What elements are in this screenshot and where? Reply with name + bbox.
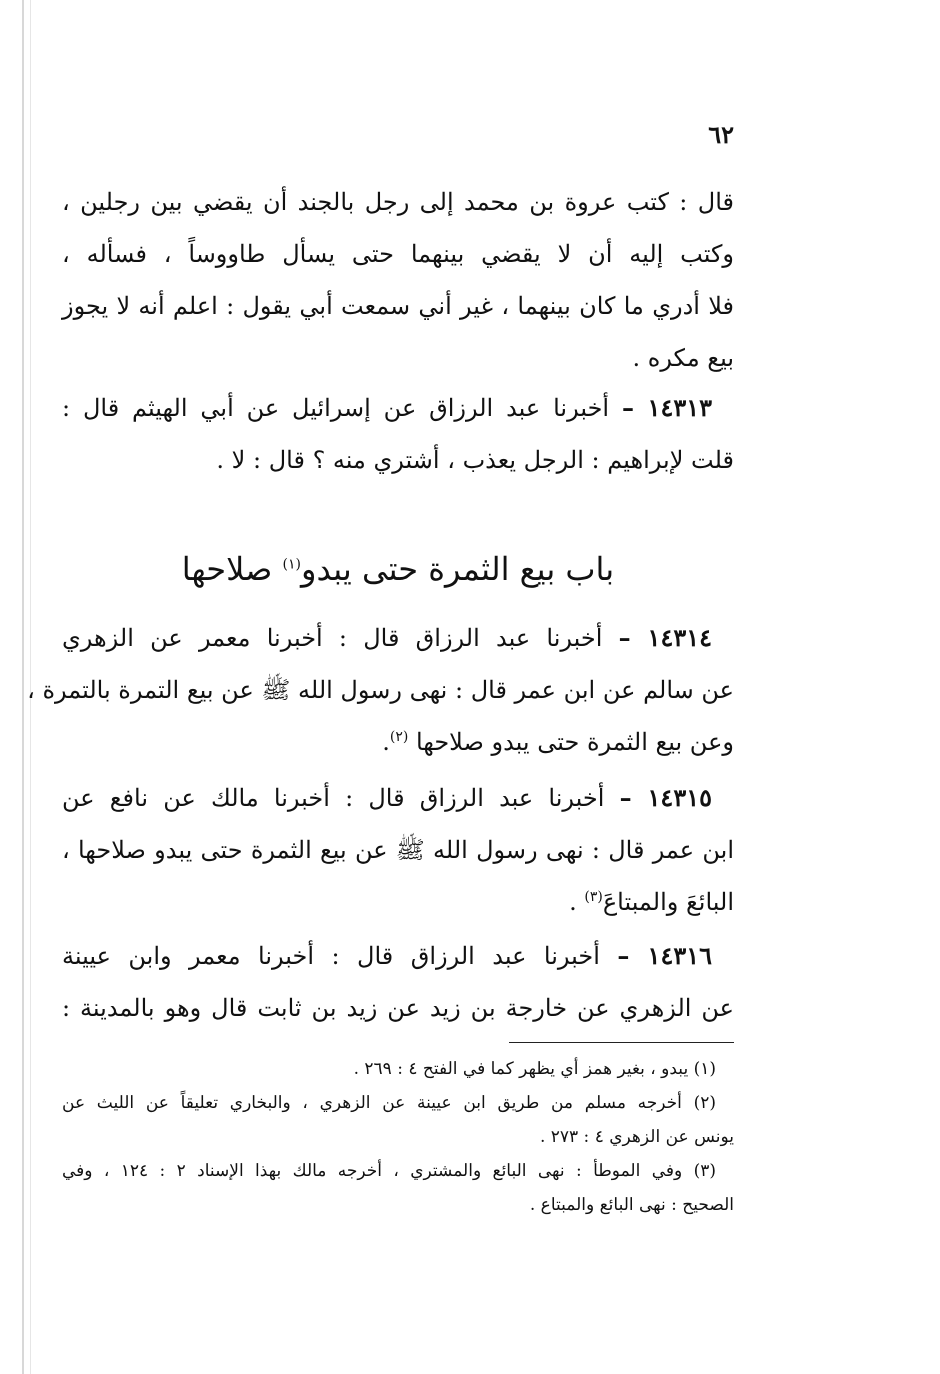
chapter-title-text: باب بيع الثمرة حتى يبدو (300, 550, 615, 588)
hadith-14316-line-2: عن الزهري عن خارجة بن زيد عن زيد بن ثابت قال وهو بالمدينة : (62, 994, 734, 1022)
footnote-divider (509, 1042, 734, 1043)
hadith-14314-text-3: وعن بيع الثمرة حتى يبدو صلاحها (415, 728, 734, 756)
hadith-14313-text-1: أخبرنا عبد الرزاق عن إسرائيل عن أبي الهيثم قال : (62, 394, 610, 422)
hadith-14313-line-2: قلت لإبراهيم : الرجل يعذب ، أشتري منه ؟ قال : لا . (216, 446, 734, 474)
footnote-2-line-2: يونس عن الزهري ٤ : ٢٧٣ . (539, 1127, 734, 1147)
hadith-14314-footnote-marker: (٢) (389, 729, 409, 745)
hadith-14316 (62, 930, 734, 1034)
page-number: ٦٢ (708, 120, 734, 149)
hadith-14316-text-1: أخبرنا عبد الرزاق قال : أخبرنا معمر وابن عيينة (62, 942, 600, 970)
hadith-14316-number: ١٤٣١٦ – (617, 941, 712, 970)
hadith-14315-line-1 (62, 772, 734, 824)
intro-paragraph (62, 176, 734, 384)
hadith-14314-line-1 (62, 612, 734, 664)
hadith-14315-line-3 (62, 876, 734, 928)
footnote-3-line-2: الصحيح : نهى البائع والمبتاع . (529, 1195, 734, 1215)
intro-line-3: فلا أدري ما كان بينهما ، غير أني سمعت أبي يقول : اعلم أنه لا يجوز (62, 292, 734, 320)
hadith-14313-line-1 (62, 382, 734, 434)
hadith-14314-number: ١٤٣١٤ – (618, 623, 712, 652)
hadith-14314-end: . (382, 728, 390, 756)
hadith-14316-line-1 (62, 930, 734, 982)
hadith-14315 (62, 772, 734, 928)
hadith-14314 (27, 612, 734, 768)
hadith-14315-line-2: ابن عمر قال : نهى رسول الله ﷺ عن بيع الثمرة حتى يبدو صلاحها ، (62, 836, 734, 864)
hadith-14313 (62, 382, 734, 486)
hadith-14315-footnote-marker: (٣) (584, 889, 603, 905)
footnote-3-line-1: (٣) وفي الموطأ : نهى البائع والمشتري ، أخرجه مالك بهذا الإسناد ٢ : ١٢٤ ، وفي (62, 1161, 716, 1181)
scan-edge-shadow (22, 0, 24, 1374)
chapter-title-end: صلاحها (181, 550, 273, 588)
hadith-14315-text-1: أخبرنا عبد الرزاق قال : أخبرنا مالك عن نافع عن (62, 784, 605, 812)
hadith-14313-number: ١٤٣١٣ – (621, 393, 712, 422)
hadith-14315-number: ١٤٣١٥ – (619, 783, 712, 812)
chapter-footnote-marker: (١) (282, 556, 301, 573)
intro-line-4: بيع مكره . (632, 344, 734, 372)
intro-line-1: قال : كتب عروة بن محمد إلى رجل بالجند أن يقضي بين رجلين ، (62, 188, 735, 216)
hadith-14315-text-3: البائعَ والمبتاعَ (602, 888, 734, 916)
intro-line-2: وكتب إليه أن لا يقضي بينهما حتى يسأل طاووساً ، فسأله ، (62, 240, 734, 268)
hadith-14314-text-1: أخبرنا عبد الرزاق قال : أخبرنا معمر عن الزهري (62, 624, 603, 652)
chapter-title (62, 545, 734, 593)
footnotes (62, 1052, 734, 1222)
hadith-14315-end: . (569, 888, 577, 916)
book-page (27, 0, 735, 1374)
footnote-1-line-1: (١) يبدو ، بغير همز أي يظهر كما في الفتح ٤ : ٢٦٩ . (353, 1059, 716, 1079)
hadith-14314-line-3 (62, 716, 734, 768)
footnote-2-line-1: (٢) أخرجه مسلم من طريق ابن عيينة عن الزهري ، والبخاري تعليقاً عن الليث عن (62, 1093, 716, 1113)
hadith-14314-line-2: عن سالم عن ابن عمر قال : نهى رسول الله ﷺ عن بيع التمرة بالتمرة ، (27, 676, 734, 704)
